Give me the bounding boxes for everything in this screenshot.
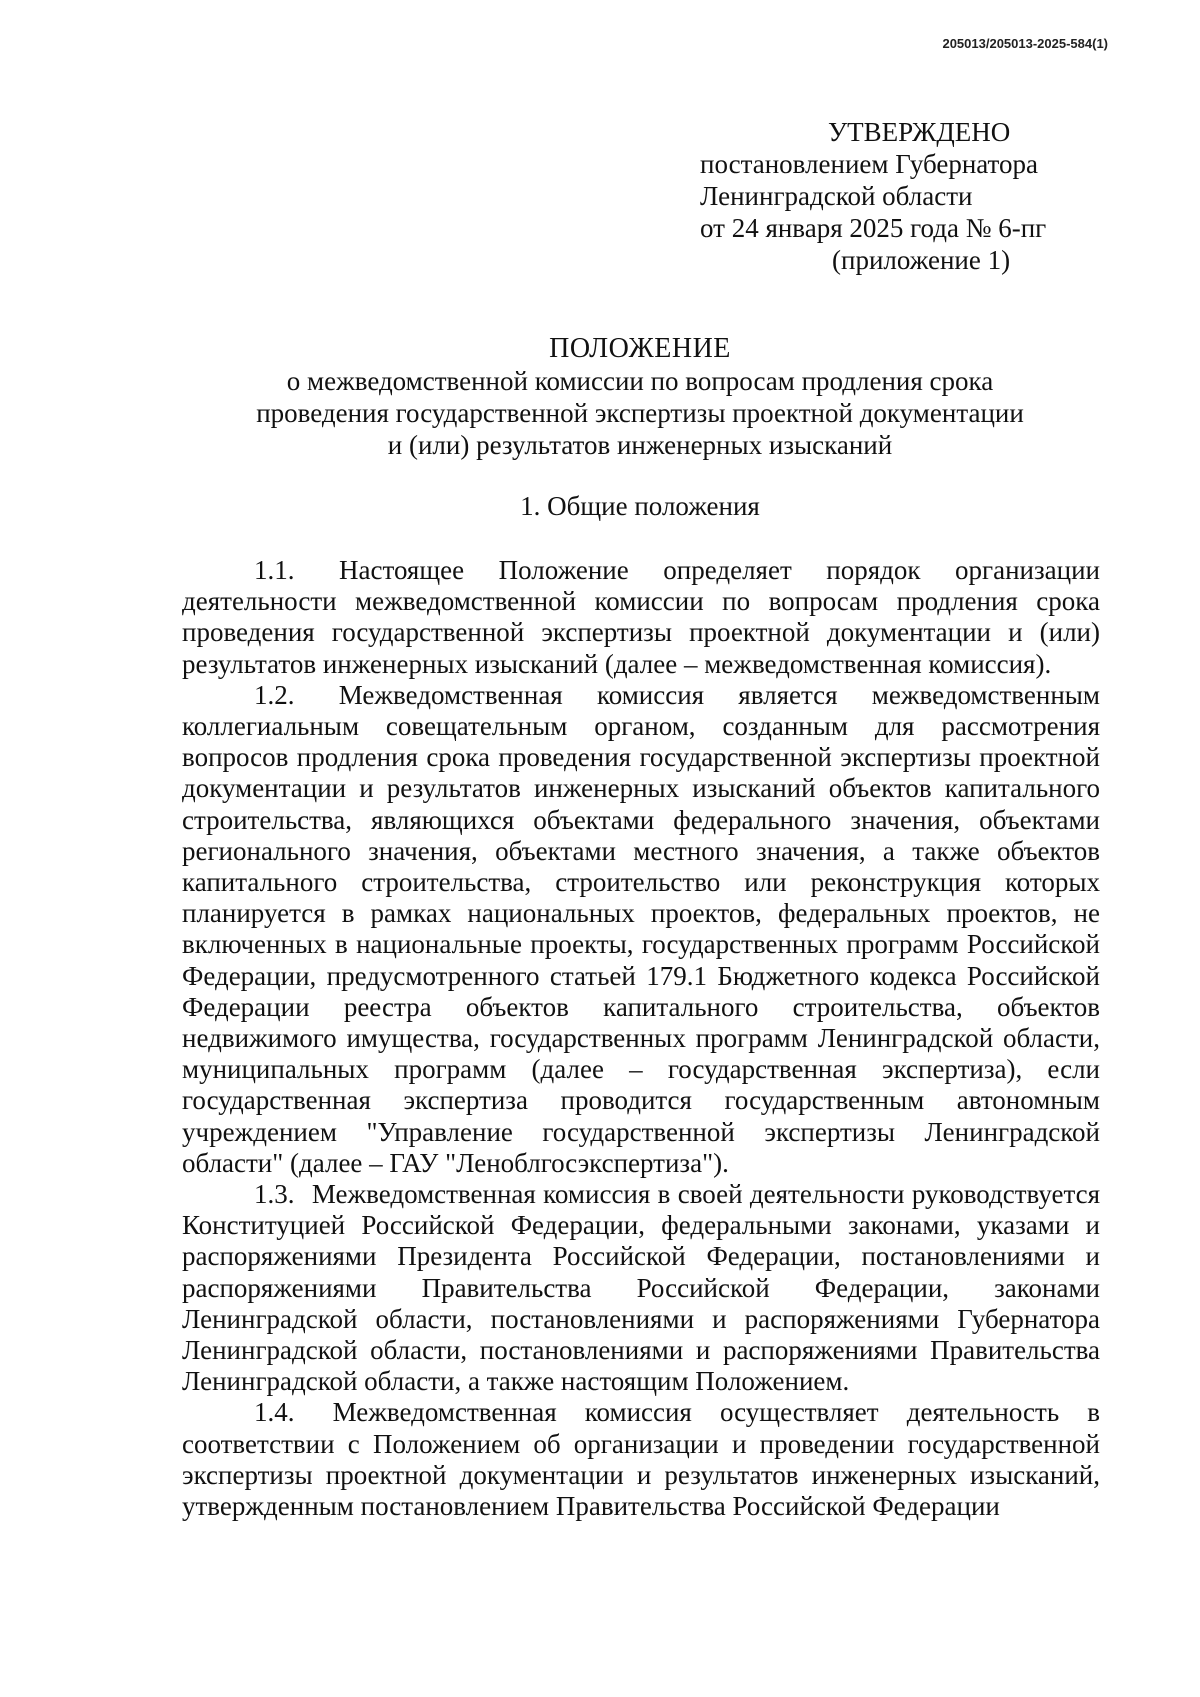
document-subtitle-line: и (или) результатов инженерных изысканий bbox=[387, 430, 893, 460]
approval-appendix: (приложение 1) bbox=[832, 245, 1011, 275]
document-code: 205013/205013-2025-584(1) bbox=[942, 36, 1108, 51]
paragraph bbox=[182, 1397, 1100, 1522]
section-title: 1. Общие положения bbox=[520, 491, 760, 521]
document-body bbox=[182, 555, 1100, 1522]
paragraph-text: Настоящее Положение определяет порядок организации деятельности межведомственной комиссии по вопросам продления срока проведения государственной экспертизы проектной документации и (или) результатов инженерных изысканий (далее – межведомственная комиссия). bbox=[182, 555, 1100, 679]
document-heading bbox=[180, 333, 1100, 461]
approval-line-1: постановлением Губернатора bbox=[700, 149, 1038, 179]
document-subtitle-line: проведения государственной экспертизы проектной документации bbox=[256, 398, 1024, 428]
paragraph-number: 1.2. bbox=[254, 679, 295, 710]
paragraph-number: 1.3. bbox=[254, 1179, 295, 1210]
paragraph-text: Межведомственная комиссия в своей деятельности руководствуется Конституцией Российской Федерации, федеральными законами, указами и распоряжениями Президента Российской Федерации, постановлениями и распоряжениями Правительства Российской Федерации, законами Ленинградской области, постановлениями и распоряжениями Губернатора Ленинградской области, постановлениями и распоряжениями Правительства Ленинградской области, а также настоящим Положением. bbox=[182, 1179, 1101, 1397]
approval-heading: УТВЕРЖДЕНО bbox=[828, 117, 1011, 147]
paragraph-text: Межведомственная комиссия осуществляет деятельность в соответствии с Положением об организации и проведении государственной экспертизы проектной документации и результатов инженерных изысканий, утвержденным постановлением Правительства Российской Федерации bbox=[182, 1397, 1101, 1522]
paragraph bbox=[182, 1179, 1100, 1397]
paragraph-number: 1.4. bbox=[254, 1397, 295, 1428]
paragraph-text: Межведомственная комиссия является межведомственным коллегиальным совещательным органом, созданным для рассмотрения вопросов продления срока проведения государственной экспертизы проектной документации и результатов инженерных изысканий объектов капитального строительства, являющихся объектами федерального значения, объектами регионального значения, объектами местного значения, а также объектов капитального строительства, строительство или реконструкция которых планируется в рамках национальных проектов, федеральных проектов, не включенных в национальные проекты, государственных программ Российской Федерации, предусмотренного статьей 179.1 Бюджетного кодекса Российской Федерации реестра объектов капитального строительства, объектов недвижимого имущества, государственных программ Ленинградской области, муниципальных программ (далее – государственная экспертиза), если государственная экспертиза проводится государственным автономным учреждением "Управление государственной экспертизы Ленинградской области" (далее – ГАУ "Леноблгосэкспертиза"). bbox=[182, 679, 1100, 1178]
paragraph bbox=[182, 680, 1100, 1179]
document-title: ПОЛОЖЕНИЕ bbox=[549, 333, 731, 364]
approval-stamp bbox=[700, 116, 1060, 276]
approval-line-2: Ленинградской области bbox=[700, 181, 973, 211]
paragraph bbox=[182, 555, 1100, 680]
paragraph-number: 1.1. bbox=[254, 555, 295, 585]
approval-line-3: от 24 января 2025 года № 6-пг bbox=[700, 213, 1047, 243]
document-subtitle-line: о межведомственной комиссии по вопросам продления срока bbox=[286, 366, 994, 396]
